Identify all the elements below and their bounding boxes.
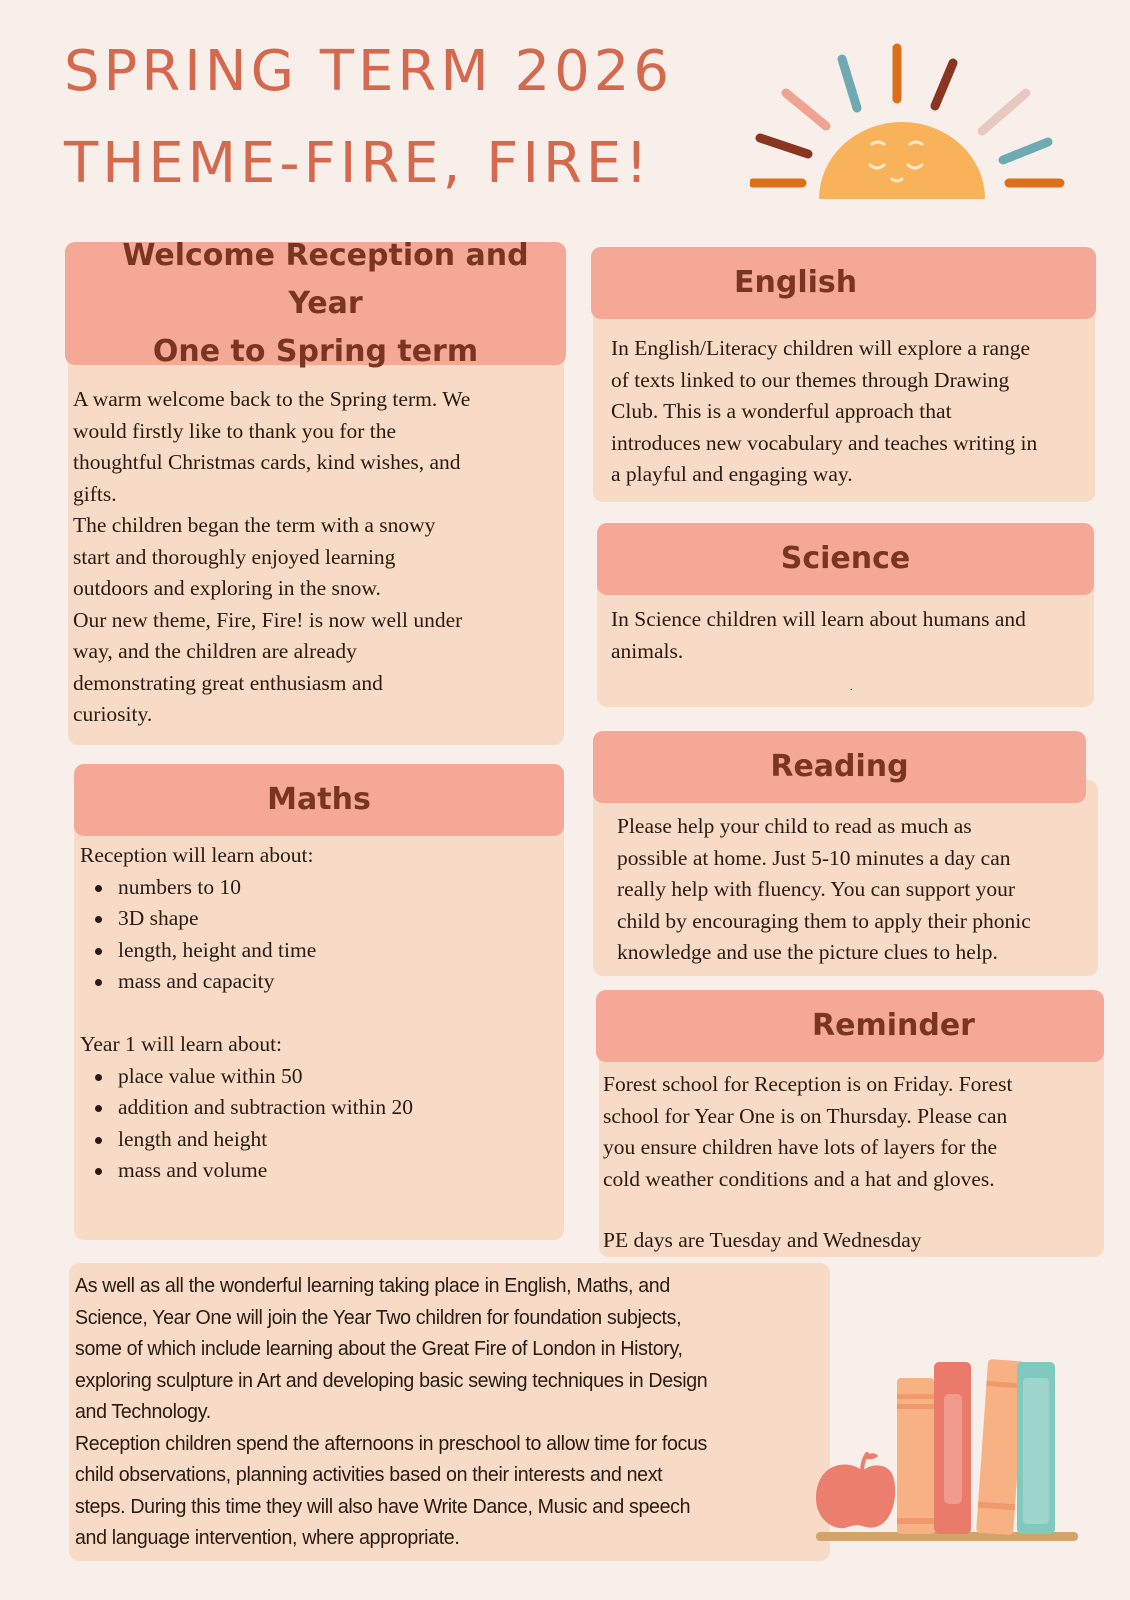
welcome-heading-line-2: One to Spring term <box>152 333 479 369</box>
list-item: length, height and time <box>80 935 560 967</box>
list-item: 3D shape <box>80 903 560 935</box>
maths-heading: Maths <box>74 764 564 836</box>
books-and-apple-icon <box>812 1348 1082 1544</box>
page-title-line-2: THEME-FIRE, FIRE! <box>64 131 652 196</box>
list-item: place value within 50 <box>80 1061 560 1093</box>
reminder-body: Forest school for Reception is on Friday. Forest school for Year One is on Thursday. Please can you ensure children have lots of layers for the cold weather conditions and a hat and gloves. <box>603 1072 1013 1191</box>
page-title-line-1: SPRING TERM 2026 <box>64 39 673 104</box>
science-heading: Science <box>597 523 1094 595</box>
english-heading-text: English <box>734 265 858 300</box>
foundation-body: As well as all the wonderful learning taking place in English, Maths, and Science, Year One will join the Year Two children for foundation subjects, some of which include learning about the Great Fire of London in History, exploring sculpture in Art and developing basic sewing techniques in Design and Technology. Reception children spend the afternoons in preschool to allow time for focus child observations, planning activities based on their interests and next steps. During this time they will also have Write Dance, Music and speech and language intervention, where appropriate. <box>75 1275 708 1549</box>
maths-body <box>80 840 560 1187</box>
maths-reception-intro: Reception will learn about: <box>80 843 314 867</box>
english-heading <box>591 247 1096 319</box>
list-item: addition and subtraction within 20 <box>80 1092 560 1124</box>
maths-year1-intro: Year 1 will learn about: <box>80 1032 283 1056</box>
reminder-pe-days: PE days are Tuesday and Wednesday <box>603 1228 922 1252</box>
welcome-heading-line-1: Welcome Reception and Year <box>122 237 529 321</box>
welcome-heading <box>65 237 566 369</box>
list-item: numbers to 10 <box>80 872 560 904</box>
list-item: mass and capacity <box>80 966 560 998</box>
science-stray-mark: . <box>850 682 853 693</box>
maths-year1-list <box>80 1061 560 1187</box>
reading-body: Please help your child to read as much as possible at home. Just 5-10 minutes a day can really help with fluency. You can support your child by encouraging them to apply their phonic knowledge and use the picture clues to help. <box>617 814 1031 964</box>
english-body: In English/Literacy children will explore a range of texts linked to our themes through Drawing Club. This is a wonderful approach that introduces new vocabulary and teaches writing in a playful and engaging way. <box>611 336 1038 486</box>
reminder-heading <box>596 990 1104 1062</box>
reminder-heading-text: Reminder <box>812 1008 975 1043</box>
welcome-body: A warm welcome back to the Spring term. We would firstly like to thank you for the thoughtful Christmas cards, kind wishes, and gifts. The children began the term with a snowy start and thoroughly enjoyed learning outdoors and exploring in the snow. Our new theme, Fire, Fire! is now well under way, and the children are already demonstrating great enthusiasm and curiosity. <box>73 387 471 726</box>
reading-heading: Reading <box>593 731 1086 803</box>
list-item: mass and volume <box>80 1155 560 1187</box>
science-body: In Science children will learn about humans and animals. <box>611 607 1026 663</box>
maths-reception-list <box>80 872 560 998</box>
sun-icon <box>750 36 1090 206</box>
list-item: length and height <box>80 1124 560 1156</box>
